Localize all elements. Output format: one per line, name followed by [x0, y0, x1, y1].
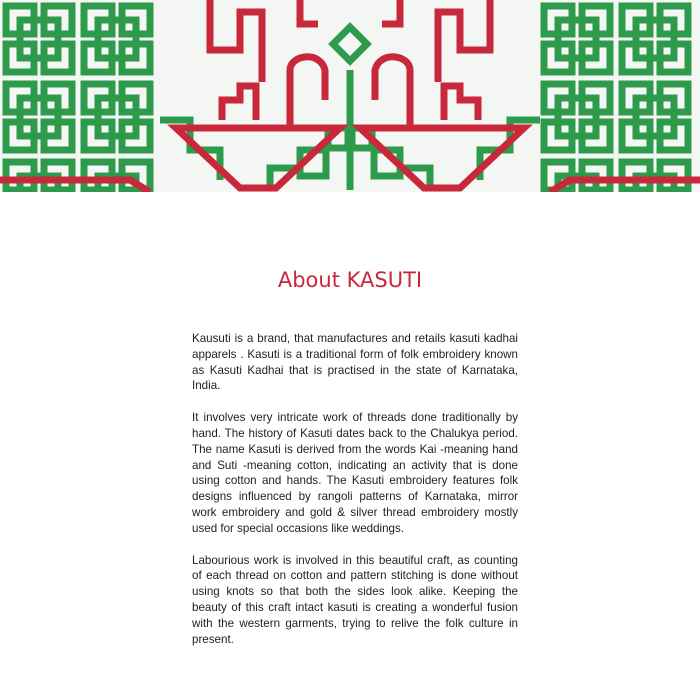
about-paragraph-3: Labourious work is involved in this beautiful craft, as counting of each thread on cotton and pattern stitching is done without using knots so that both the sides look alike. Keeping the beauty of this craft intact kasuti is creating a wonderful fusion with the western garments, trying to relive the folk culture in present.	[192, 553, 518, 646]
about-paragraph-2: It involves very intricate work of threads done traditionally by hand. The history of Kasuti dates back to the Chalukya period. The name Kasuti is derived from the words Kai -meaning hand and Suti -meaning cotton, indicating an activity that is done using cotton and hands. The Kasuti embroidery features folk designs influenced by rangoli patterns of Karnataka, mirror work embroidery and gold & silver thread embroidery mostly used for special occasions like weddings.	[192, 411, 518, 535]
kasuti-embroidery-pattern-icon	[0, 0, 700, 192]
about-paragraph-1: Kausuti is a brand, that manufactures and retails kasuti kadhai apparels . Kasuti is a traditional form of folk embroidery known as Kasuti Kadhai that is practised in the state of Karnataka, India.	[192, 332, 518, 393]
page-title: About KASUTI	[277, 268, 423, 292]
about-content	[192, 331, 518, 663]
kasuti-pattern-banner	[0, 0, 700, 192]
